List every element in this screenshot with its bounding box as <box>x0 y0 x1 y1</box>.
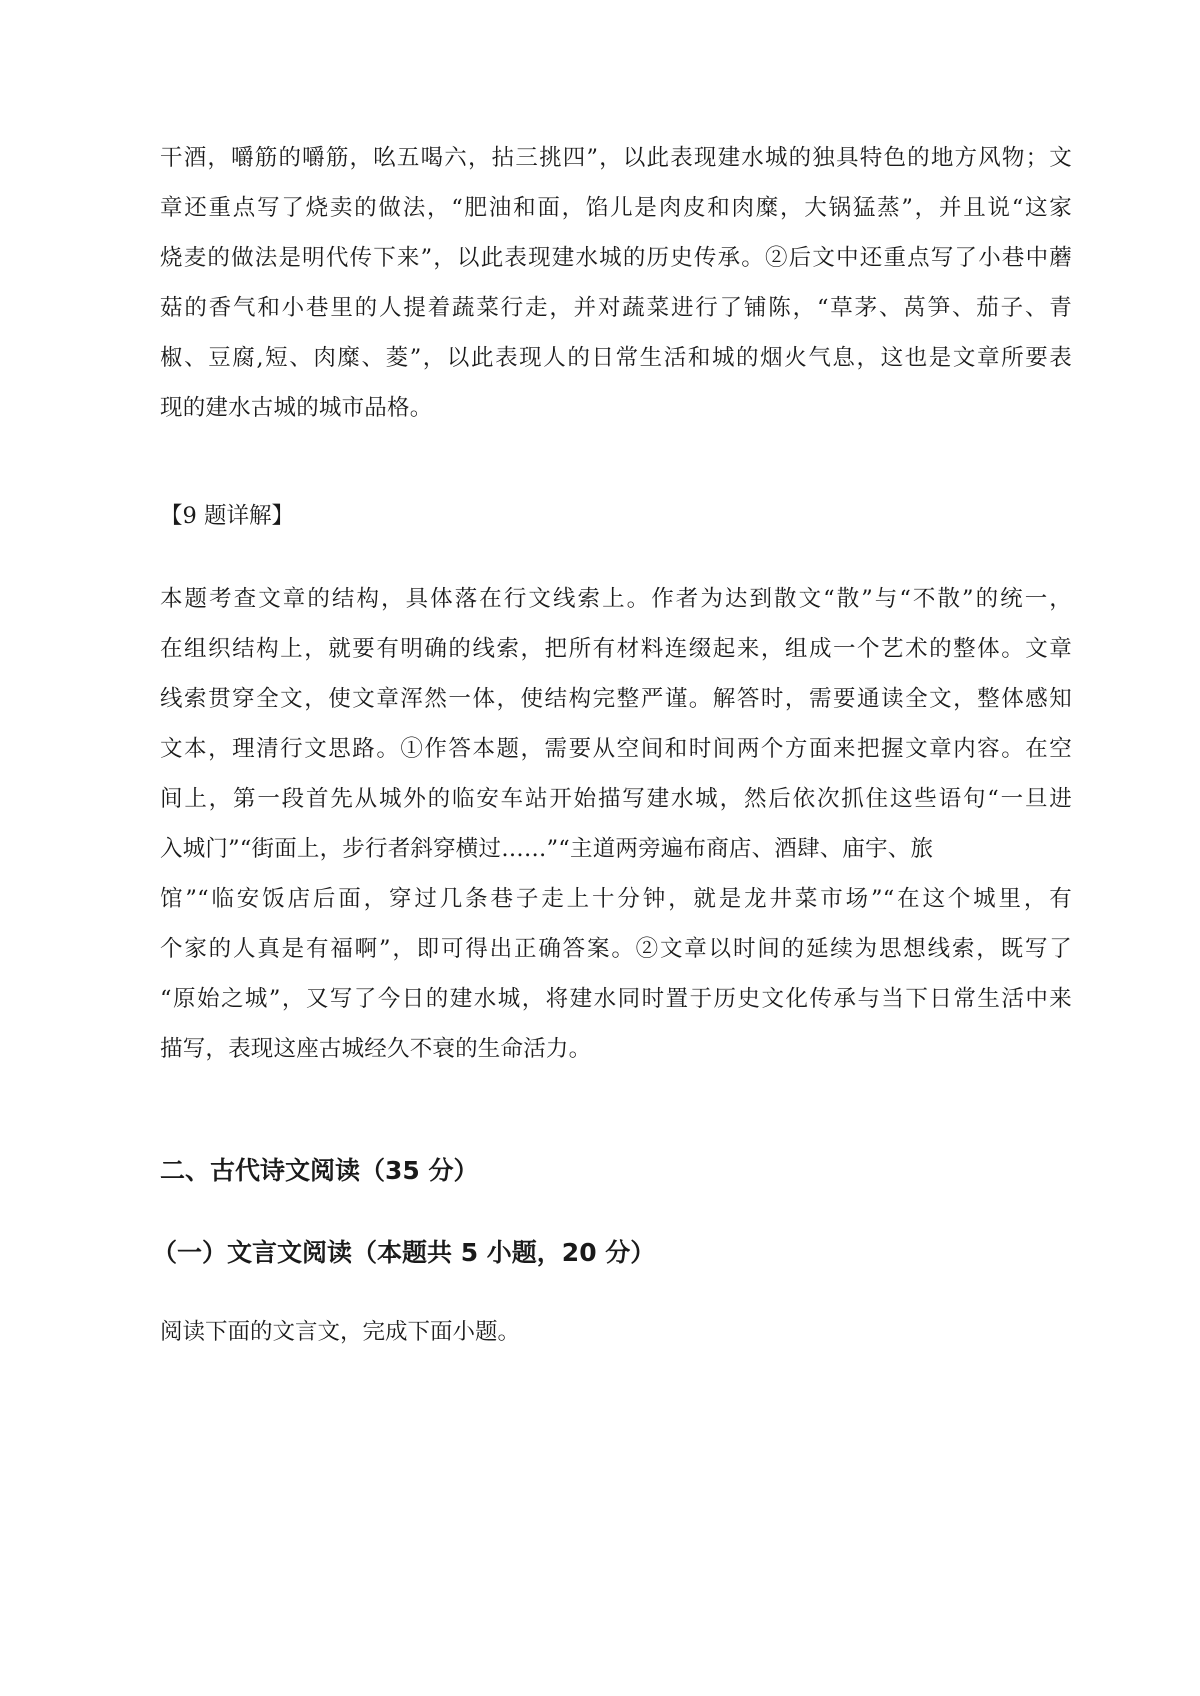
answer-paragraph-8 <box>160 133 1072 433</box>
text-line: 干酒，嚼筋的嚼筋，吆五喝六，拈三挑四”，以此表现建水城的独具特色的地方风物；文 <box>160 145 1072 171</box>
subsection-heading: （一）文言文阅读（本题共 5 小题，20 分） <box>152 1238 656 1267</box>
text-line: 馆”“临安饭店后面，穿过几条巷子走上十分钟，就是龙井菜市场”“在这个城里，有 <box>160 886 1072 912</box>
text-line: 椒、豆腐,短、肉糜、菱”，以此表现人的日常生活和城的烟火气息，这也是文章所要表 <box>160 345 1072 371</box>
question-9-label: 【9 题详解】 <box>160 503 294 529</box>
text-line: 在组织结构上，就要有明确的线索，把所有材料连缀起来，组成一个艺术的整体。文章 <box>160 636 1072 662</box>
text-line: 个家的人真是有福啊”，即可得出正确答案。②文章以时间的延续为思想线索，既写了 <box>160 936 1072 962</box>
reading-instruction: 阅读下面的文言文，完成下面小题。 <box>160 1319 521 1345</box>
text-line: 章还重点写了烧卖的做法，“肥油和面，馅儿是肉皮和肉糜，大锅猛蒸”，并且说“这家 <box>160 195 1072 221</box>
text-line: 描写，表现这座古城经久不衰的生命活力。 <box>160 1036 592 1062</box>
text-line: 烧麦的做法是明代传下来”，以此表现建水城的历史传承。②后文中还重点写了小巷中蘑 <box>160 245 1072 271</box>
text-line: 本题考查文章的结构，具体落在行文线索上。作者为达到散文“散”与“不散”的统一， <box>160 586 1072 612</box>
text-line: “原始之城”，又写了今日的建水城，将建水同时置于历史文化传承与当下日常生活中来 <box>160 986 1072 1012</box>
text-line: 入城门”“街面上，步行者斜穿横过……”“主道两旁遍布商店、酒肆、庙宇、旅 <box>160 836 934 862</box>
section-heading: 二、古代诗文阅读（35 分） <box>160 1156 479 1185</box>
text-line: 间上，第一段首先从城外的临安车站开始描写建水城，然后依次抓住这些语句“一旦进 <box>160 786 1072 812</box>
text-line: 现的建水古城的城市品格。 <box>160 395 433 421</box>
text-line: 菇的香气和小巷里的人提着蔬菜行走，并对蔬菜进行了铺陈，“草茅、莴笋、茄子、青 <box>160 295 1072 321</box>
text-line: 线索贯穿全文，使文章浑然一体，使结构完整严谨。解答时，需要通读全文，整体感知 <box>160 686 1072 712</box>
answer-paragraph-9 <box>160 574 1072 1074</box>
text-line: 文本，理清行文思路。①作答本题，需要从空间和时间两个方面来把握文章内容。在空 <box>160 736 1072 762</box>
